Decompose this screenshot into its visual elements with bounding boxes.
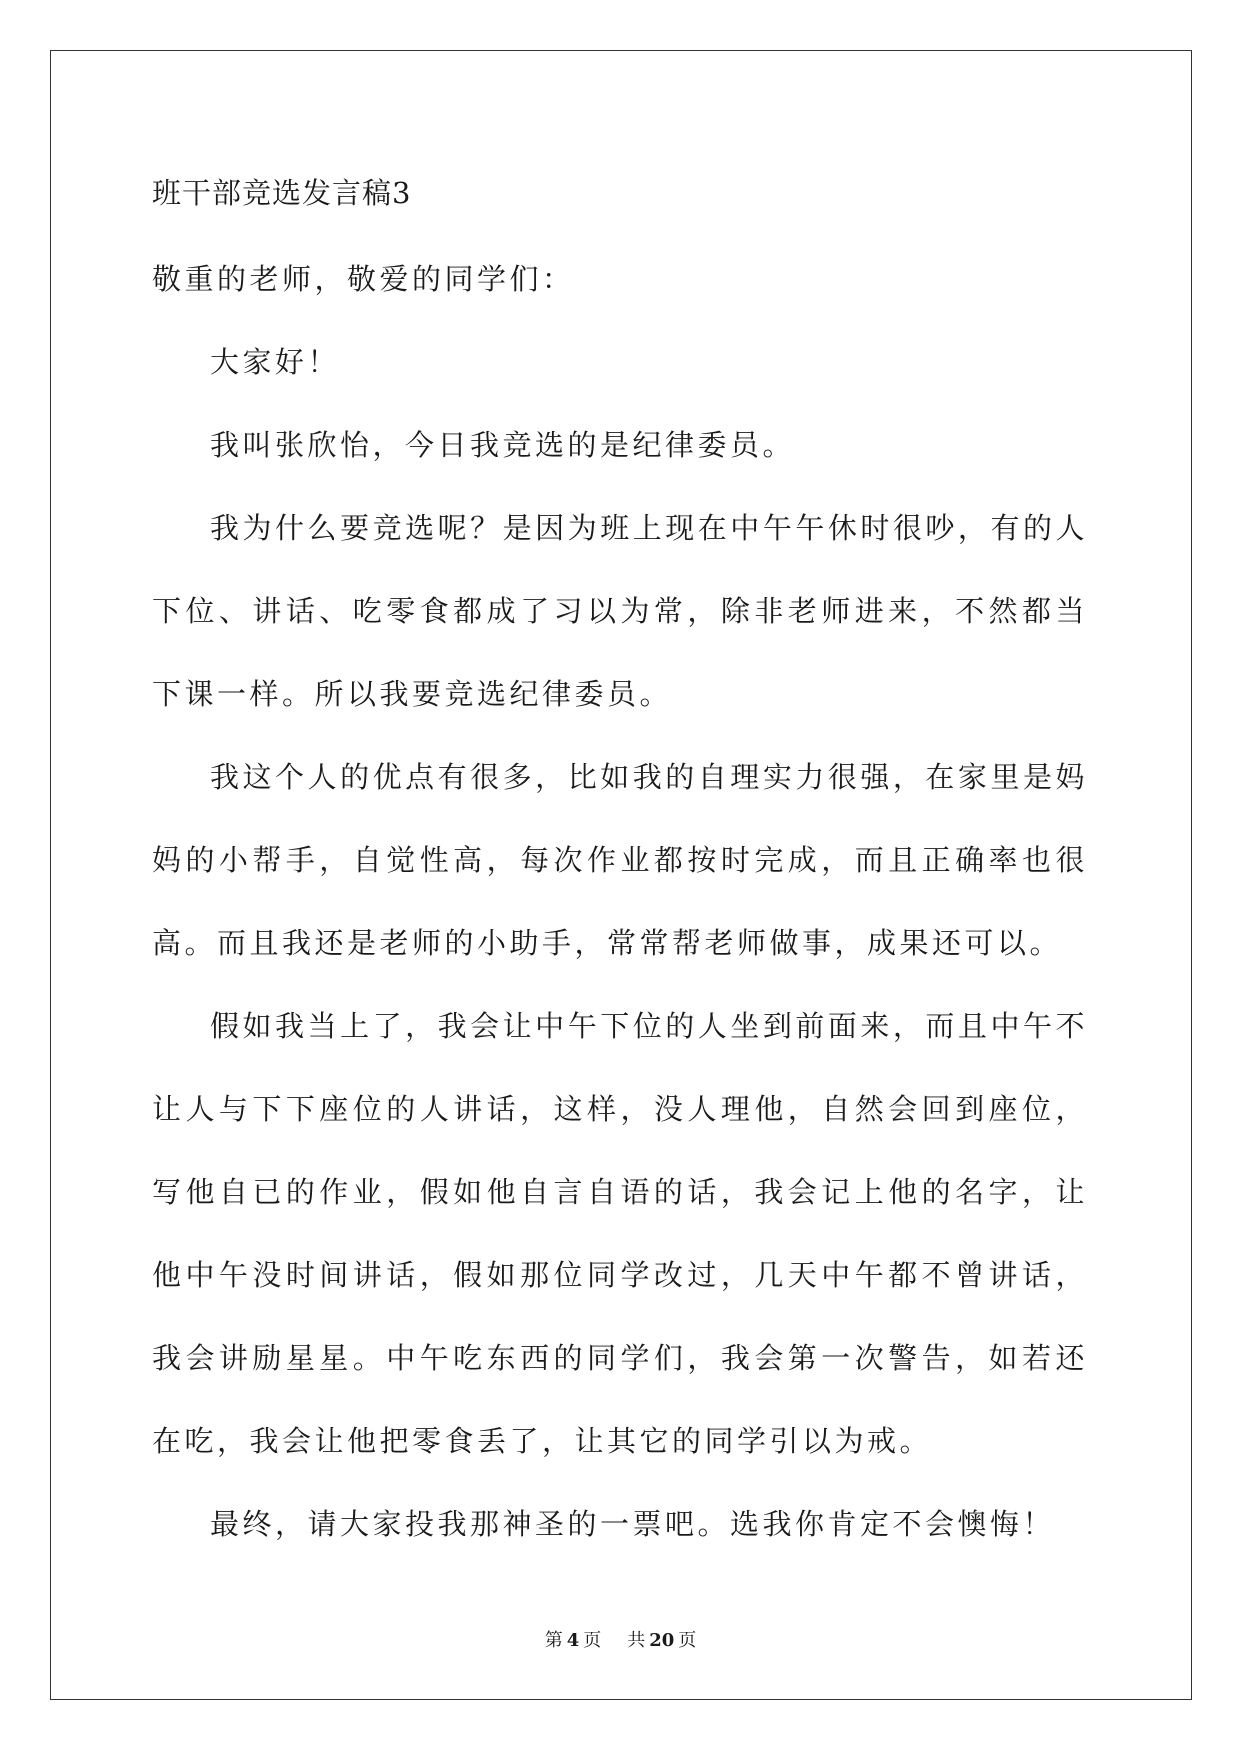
footer-page-suffix: 页 <box>583 1630 602 1651</box>
footer-page-number: 4 <box>566 1630 580 1651</box>
paragraph: 我这个人的优点有很多，比如我的自理实力很强，在家里是妈妈的小帮手，自觉性高，每次作业都按时完成，而且正确率也很高。而且我还是老师的小助手，常常帮老师做事，成果还可以。 <box>152 760 1088 960</box>
paragraph: 大家好！ <box>210 345 341 379</box>
paragraph: 我为什么要竞选呢？是因为班上现在中午午休时很吵，有的人下位、讲话、吃零食都成了习以为常，除非老师进来，不然都当下课一样。所以我要竞选纪律委员。 <box>152 511 1088 711</box>
footer-total-suffix: 页 <box>678 1630 697 1651</box>
document-body <box>152 164 1088 1566</box>
page-footer <box>0 1626 1241 1652</box>
footer-total-prefix: 共 <box>627 1630 646 1651</box>
footer-prefix: 第 <box>544 1630 563 1651</box>
paragraph: 我叫张欣怡，今日我竞选的是纪律委员。 <box>210 428 796 462</box>
footer-total-pages: 20 <box>649 1630 675 1651</box>
paragraph: 最终，请大家投我那神圣的一票吧。选我你肯定不会懊悔！ <box>210 1507 1056 1541</box>
paragraph: 假如我当上了，我会让中午下位的人坐到前面来，而且中午不让人与下下座位的人讲话，这样，没人理他，自然会回到座位，写他自已的作业，假如他自言自语的话，我会记上他的名字，让他中午没时间讲话，假如那位同学改过，几天中午都不曾讲话，我会讲励星星。中午吃东西的同学们，我会第一次警告，如若还在吃，我会让他把零食丢了，让其它的同学引以为戒。 <box>152 1009 1088 1458</box>
document-title: 班干部竞选发言稿3 <box>152 176 412 210</box>
salutation: 敬重的老师，敬爱的同学们： <box>152 262 575 296</box>
